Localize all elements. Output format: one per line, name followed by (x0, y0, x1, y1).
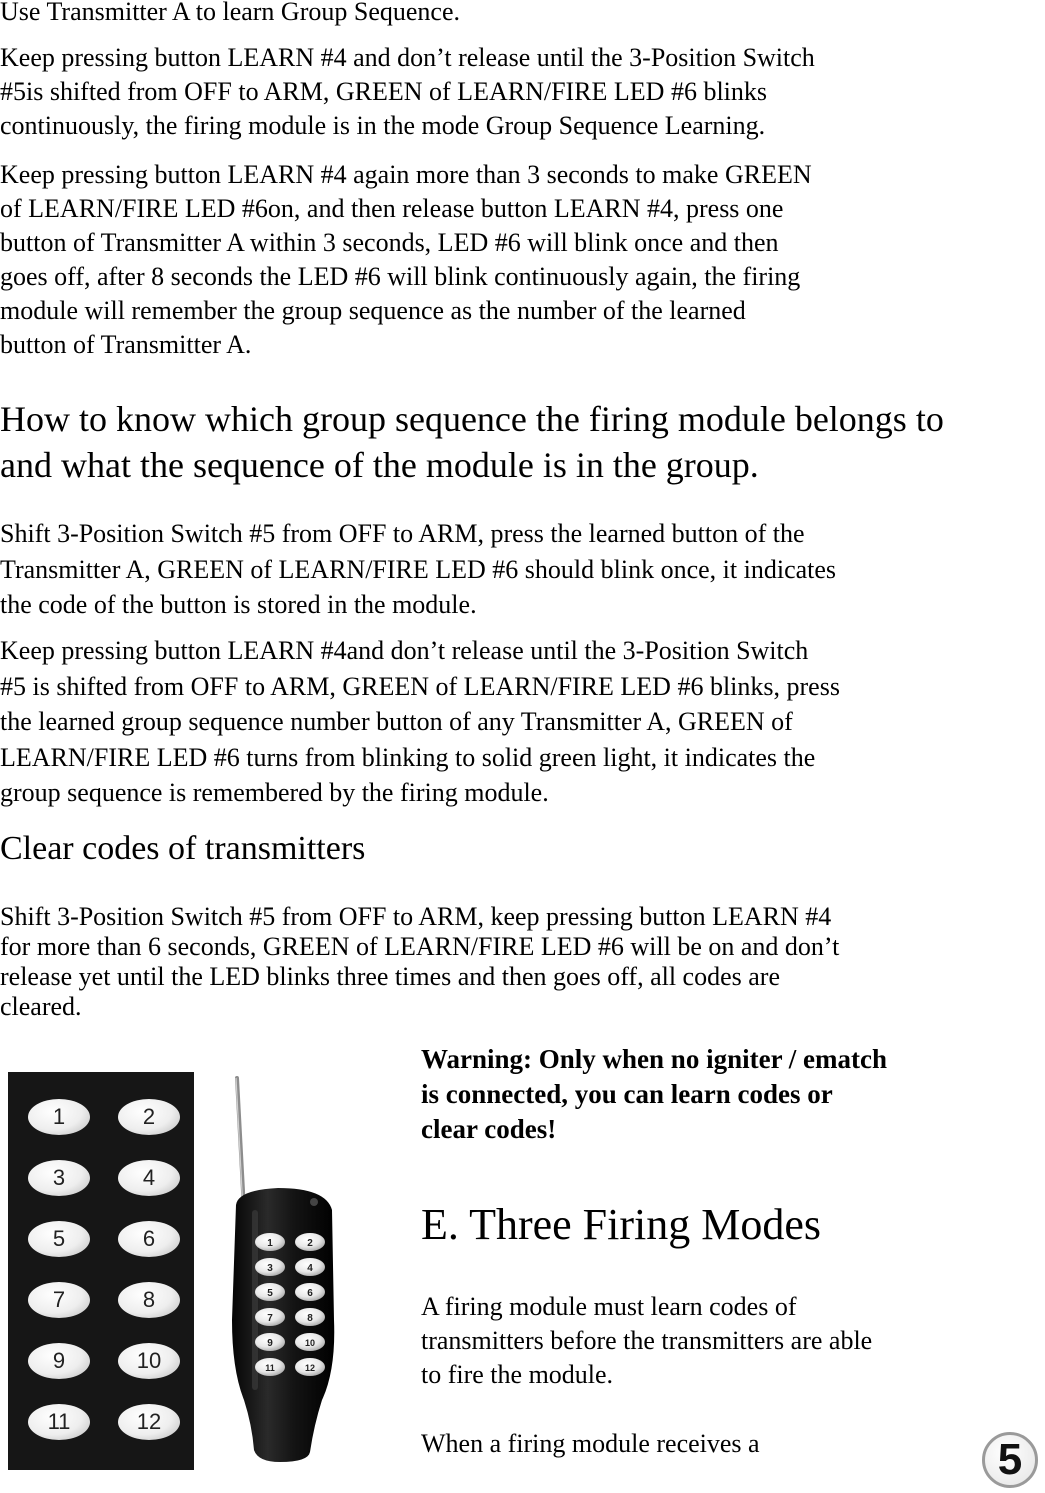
page-number-badge: 5 (982, 1432, 1038, 1488)
remote-button (295, 1283, 325, 1301)
antenna (237, 1078, 244, 1210)
remote-button-label: 11 (265, 1363, 275, 1373)
text-line: Keep pressing button LEARN #4 again more than 3 seconds to make GREEN (0, 160, 812, 189)
remote-button-label: 2 (307, 1238, 313, 1249)
text-line: the code of the button is stored in the module. (0, 590, 477, 619)
keypad-button: 3 (28, 1160, 90, 1196)
remote-button (255, 1233, 285, 1251)
remote-button (295, 1308, 325, 1326)
keypad-button: 1 (28, 1099, 90, 1135)
remote-button (255, 1283, 285, 1301)
heading-line: and what the sequence of the module is in the group. (0, 445, 759, 485)
remote-button (295, 1358, 325, 1376)
remote-button-label: 4 (307, 1263, 313, 1274)
remote-button (255, 1258, 285, 1276)
text-line: #5is shifted from OFF to ARM, GREEN of LEARN/FIRE LED #6 blinks (0, 77, 768, 106)
remote-button (255, 1308, 285, 1326)
clear-codes-heading: Clear codes of transmitters (0, 830, 366, 867)
keypad-button: 4 (118, 1160, 180, 1196)
text-line: module will remember the group sequence as the number of the learned (0, 296, 746, 325)
remote-button-label: 7 (267, 1313, 273, 1324)
keypad-button: 7 (28, 1282, 90, 1318)
text-line: goes off, after 8 seconds the LED #6 will blink continuously again, the firing (0, 262, 801, 291)
transmitter-image (218, 1070, 358, 1470)
remote-button-label: 1 (267, 1238, 273, 1249)
text-line: of LEARN/FIRE LED #6on, and then release button LEARN #4, press one (0, 194, 784, 223)
warning-note (421, 1042, 887, 1147)
remote-button-label: 8 (307, 1313, 313, 1324)
text-line: button of Transmitter A. (0, 330, 252, 359)
group-learning-para-2 (0, 158, 812, 362)
text-line: Shift 3-Position Switch #5 from OFF to ARM, keep pressing button LEARN #4 (0, 902, 832, 931)
firing-modes-para-1 (421, 1290, 872, 1392)
know-group-para-1 (0, 516, 836, 623)
heading-line: How to know which group sequence the firing module belongs to (0, 399, 944, 439)
remote-button-label: 12 (304, 1363, 316, 1373)
intro-text: Use Transmitter A to learn Group Sequence. (0, 0, 460, 26)
keypad-button: 2 (118, 1099, 180, 1135)
remote-button (295, 1233, 325, 1251)
firing-modes-para-2: When a firing module receives a (421, 1429, 760, 1458)
remote-button-label: 10 (304, 1338, 316, 1348)
firing-modes-heading: E. Three Firing Modes (421, 1200, 822, 1249)
remote-button (255, 1333, 285, 1351)
text-line: Keep pressing button LEARN #4and don’t release until the 3-Position Switch (0, 636, 809, 665)
keypad-button: 12 (118, 1404, 180, 1440)
keypad-button: 8 (118, 1282, 180, 1318)
led-indicator (310, 1198, 318, 1206)
text-line: cleared. (0, 992, 82, 1021)
remote-button-label: 9 (267, 1338, 273, 1349)
keypad-image (8, 1072, 194, 1470)
text-line: transmitters before the transmitters are able (421, 1326, 873, 1355)
remote-button-label: 6 (307, 1288, 313, 1299)
remote-button (255, 1358, 285, 1376)
keypad-button: 10 (118, 1343, 180, 1379)
know-group-para-2 (0, 633, 840, 811)
text-line: Transmitter A, GREEN of LEARN/FIRE LED #6 should blink once, it indicates (0, 554, 837, 584)
text-line: Shift 3-Position Switch #5 from OFF to ARM, press the learned button of the (0, 519, 805, 548)
warning-line: clear codes! (421, 1114, 557, 1144)
text-line: release yet until the LED blinks three times and then goes off, all codes are (0, 962, 780, 991)
transmitter-body (232, 1188, 334, 1462)
text-line: button of Transmitter A within 3 seconds, LED #6 will blink once and then (0, 228, 779, 257)
text-line: #5 is shifted from OFF to ARM, GREEN of LEARN/FIRE LED #6 blinks, press (0, 671, 840, 701)
remote-button-label: 3 (267, 1263, 273, 1274)
text-line: LEARN/FIRE LED #6 turns from blinking to solid green light, it indicates the (0, 742, 816, 772)
text-line: A firing module must learn codes of (421, 1292, 797, 1321)
text-line: the learned group sequence number button of any Transmitter A, GREEN of (0, 707, 793, 736)
know-group-heading (0, 396, 944, 488)
text-line: group sequence is remembered by the firing module. (0, 778, 549, 807)
group-learning-para-1 (0, 41, 815, 143)
text-line: continuously, the firing module is in the mode Group Sequence Learning. (0, 111, 766, 140)
text-line: to fire the module. (421, 1360, 614, 1389)
remote-button (295, 1333, 325, 1351)
clear-codes-para (0, 902, 839, 1022)
warning-line: is connected, you can learn codes or (421, 1079, 833, 1109)
remote-button (295, 1258, 325, 1276)
text-line: Keep pressing button LEARN #4 and don’t release until the 3-Position Switch (0, 43, 815, 72)
keypad-button: 9 (28, 1343, 90, 1379)
text-line: for more than 6 seconds, GREEN of LEARN/FIRE LED #6 will be on and don’t (0, 932, 840, 961)
keypad-button: 5 (28, 1221, 90, 1257)
warning-line: Warning: Only when no igniter / ematch (421, 1044, 888, 1074)
keypad-button: 11 (28, 1404, 90, 1440)
remote-button-label: 5 (267, 1288, 273, 1299)
keypad-button: 6 (118, 1221, 180, 1257)
